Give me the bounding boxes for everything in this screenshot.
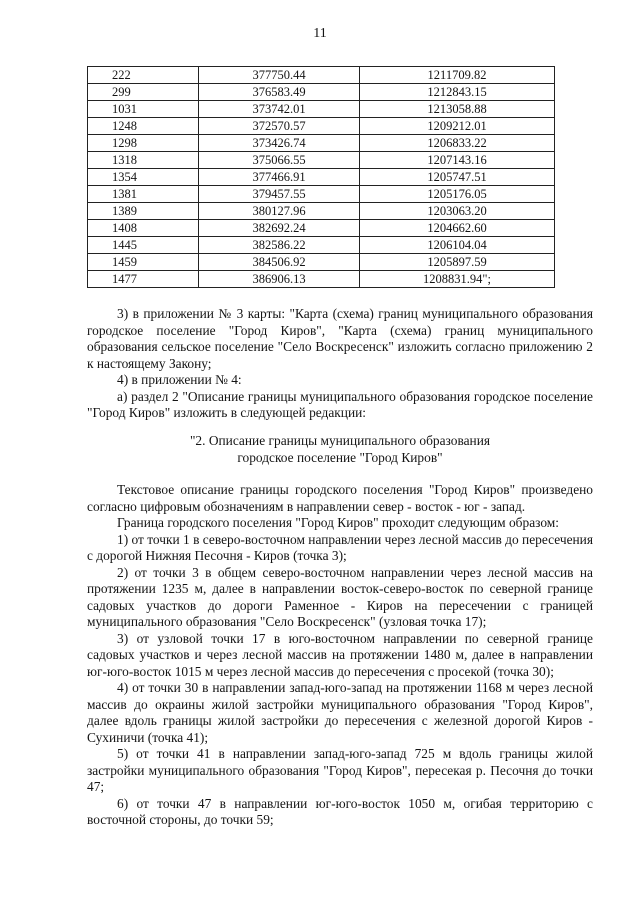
table-row bbox=[88, 186, 555, 203]
point-number-cell: 1408 bbox=[88, 220, 199, 237]
table-row bbox=[88, 84, 555, 101]
x-coordinate-cell: 373426.74 bbox=[199, 135, 360, 152]
x-coordinate-cell: 377750.44 bbox=[199, 67, 360, 84]
description-paragraph: 5) от точки 41 в направлении запад-юго-запад 725 м вдоль границы жилой застройки муниципального образования "Город Киров", пересекая р. Песочня до точки 47; bbox=[87, 746, 593, 794]
table-row bbox=[88, 203, 555, 220]
table-row bbox=[88, 67, 555, 84]
description-paragraph: Граница городского поселения "Город Киров" проходит следующим образом: bbox=[117, 515, 559, 530]
point-number-cell: 1318 bbox=[88, 152, 199, 169]
y-coordinate-cell: 1206104.04 bbox=[360, 237, 555, 254]
table-row bbox=[88, 254, 555, 271]
point-number-cell: 1354 bbox=[88, 169, 199, 186]
point-number-cell: 1477 bbox=[88, 271, 199, 288]
section-heading-line: городское поселение "Город Киров" bbox=[237, 449, 443, 465]
section-heading-line: "2. Описание границы муниципального образования bbox=[189, 433, 491, 448]
y-coordinate-cell: 1208831.94"; bbox=[360, 271, 555, 288]
description-paragraph: 4) от точки 30 в направлении запад-юго-запад на протяжении 1168 м через лесной массив до окраины жилой застройки муниципального образования "Город Киров", далее вдоль границы жилой застройки до пересечения с железной дорогой Киров - Сухиничи (точка 41); bbox=[87, 680, 593, 745]
y-coordinate-cell: 1203063.20 bbox=[360, 203, 555, 220]
x-coordinate-cell: 375066.55 bbox=[199, 152, 360, 169]
description-paragraph: 3) от узловой точки 17 в юго-восточном направлении по северной границе садовых участков и через лесной массив на протяжении 1480 м, далее в направлении юг-юго-восток 1015 м через лесной массив до пересечения с просекой (точка 30); bbox=[87, 630, 593, 679]
point-number-cell: 1248 bbox=[88, 118, 199, 135]
y-coordinate-cell: 1207143.16 bbox=[360, 152, 555, 169]
x-coordinate-cell: 384506.92 bbox=[199, 254, 360, 271]
x-coordinate-cell: 382692.24 bbox=[199, 220, 360, 237]
point-number-cell: 299 bbox=[88, 84, 199, 101]
table-row bbox=[88, 169, 555, 186]
y-coordinate-cell: 1212843.15 bbox=[360, 84, 555, 101]
table-row bbox=[88, 135, 555, 152]
section-heading bbox=[87, 433, 593, 466]
y-coordinate-cell: 1205747.51 bbox=[360, 169, 555, 186]
description-paragraph: 6) от точки 47 в направлении юг-юго-восток 1050 м, огибая территорию с восточной стороны, до точки 59; bbox=[87, 795, 593, 827]
table-row bbox=[88, 101, 555, 118]
point-number-cell: 1031 bbox=[88, 101, 199, 118]
y-coordinate-cell: 1213058.88 bbox=[360, 101, 555, 118]
page-number: 11 bbox=[313, 26, 327, 41]
amendment-paragraph: а) раздел 2 "Описание границы муниципального образования городское поселение "Город Киров" изложить в следующей редакции: bbox=[87, 388, 593, 420]
point-number-cell: 222 bbox=[88, 67, 199, 84]
x-coordinate-cell: 372570.57 bbox=[199, 118, 360, 135]
boundary-description bbox=[87, 482, 593, 829]
description-paragraph: 1) от точки 1 в северо-восточном направлении через лесной массив до пересечения с дорогой Нижняя Песочня - Киров (точка 3); bbox=[87, 531, 593, 563]
amendments-block bbox=[87, 306, 593, 422]
y-coordinate-cell: 1205176.05 bbox=[360, 186, 555, 203]
y-coordinate-cell: 1211709.82 bbox=[360, 67, 555, 84]
table-row bbox=[88, 237, 555, 254]
x-coordinate-cell: 379457.55 bbox=[199, 186, 360, 203]
x-coordinate-cell: 377466.91 bbox=[199, 169, 360, 186]
x-coordinate-cell: 376583.49 bbox=[199, 84, 360, 101]
point-number-cell: 1445 bbox=[88, 237, 199, 254]
x-coordinate-cell: 380127.96 bbox=[199, 203, 360, 220]
x-coordinate-cell: 382586.22 bbox=[199, 237, 360, 254]
description-paragraph: Текстовое описание границы городского поселения "Город Киров" произведено согласно цифровым обозначениям в направлении север - восток - юг - запад. bbox=[87, 482, 593, 514]
table-row bbox=[88, 118, 555, 135]
coordinates-table bbox=[87, 66, 555, 288]
amendment-paragraph: 3) в приложении № 3 карты: "Карта (схема) границ муниципального образования городское поселение "Город Киров", "Карта (схема) границ муниципального образования сельское поселение "Село Воскресенск" изложить согласно приложению 2 к настоящему Закону; bbox=[87, 306, 593, 371]
y-coordinate-cell: 1209212.01 bbox=[360, 118, 555, 135]
x-coordinate-cell: 386906.13 bbox=[199, 271, 360, 288]
table-row bbox=[88, 220, 555, 237]
point-number-cell: 1298 bbox=[88, 135, 199, 152]
x-coordinate-cell: 373742.01 bbox=[199, 101, 360, 118]
y-coordinate-cell: 1204662.60 bbox=[360, 220, 555, 237]
y-coordinate-cell: 1206833.22 bbox=[360, 135, 555, 152]
point-number-cell: 1381 bbox=[88, 186, 199, 203]
table-row bbox=[88, 152, 555, 169]
table-row bbox=[88, 271, 555, 288]
y-coordinate-cell: 1205897.59 bbox=[360, 254, 555, 271]
description-paragraph: 2) от точки 3 в общем северо-восточном направлении через лесной массив на протяжении 1235 м, далее в направлении восток-северо-восток по северной границе садовых участков до дороги Раменное - Киров на пересечении с границей муниципального образования "Село Воскресенск" (узловая точка 17); bbox=[87, 564, 593, 629]
amendment-paragraph: 4) в приложении № 4: bbox=[117, 372, 242, 387]
point-number-cell: 1389 bbox=[88, 203, 199, 220]
point-number-cell: 1459 bbox=[88, 254, 199, 271]
